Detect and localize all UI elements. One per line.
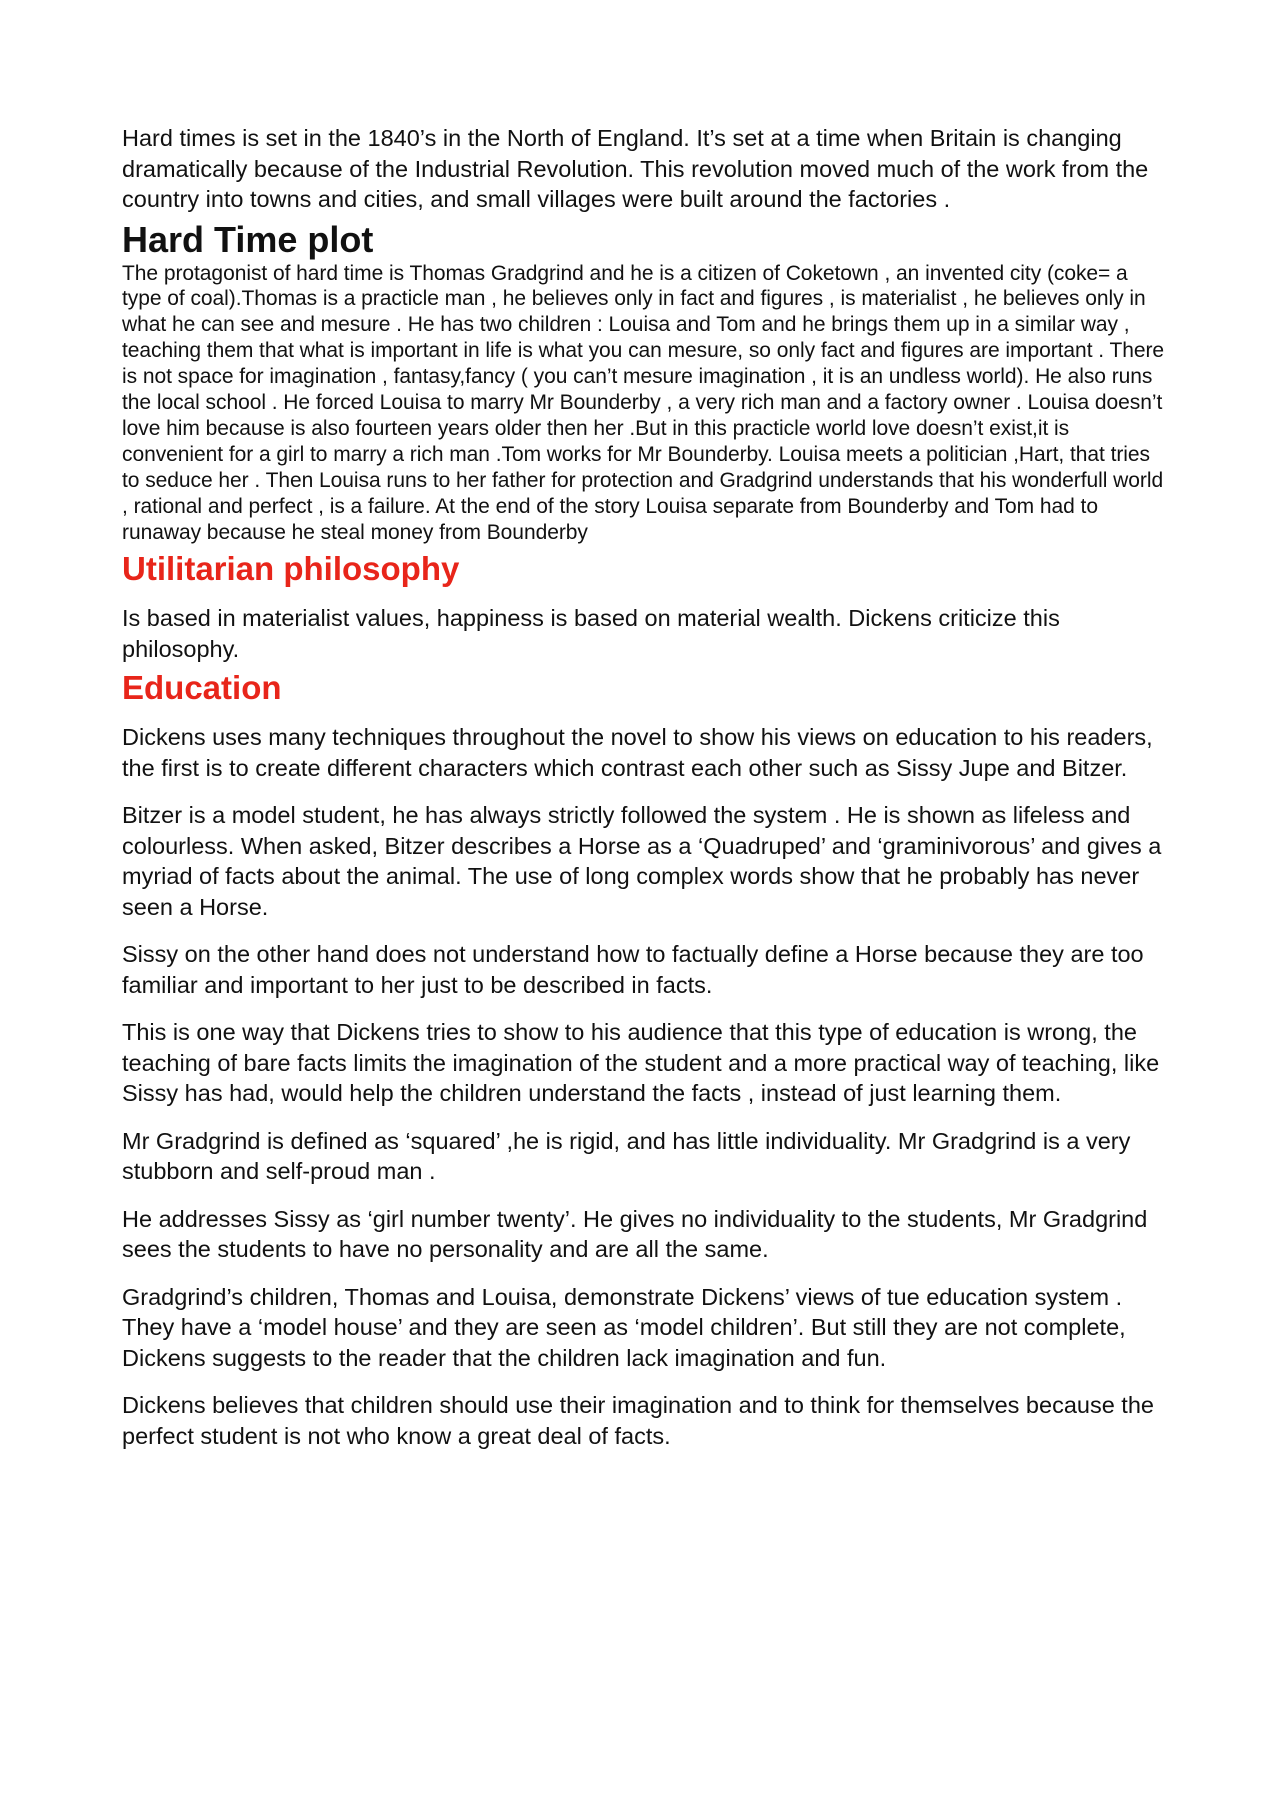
education-paragraph: Dickens uses many techniques throughout the novel to show his views on education to his readers, the first is to create different characters which contrast each other such as Sissy Jupe and Bitzer. bbox=[122, 724, 1153, 781]
education-paragraph: Dickens believes that children should use their imagination and to think for themselves because the perfect student is not who know a great deal of facts. bbox=[122, 1392, 1154, 1449]
education-paragraph: This is one way that Dickens tries to show to his audience that this type of education is wrong, the teaching of bare facts limits the imagination of the student and a more practical way of teaching, like Sissy has had, would help the children understand the facts , instead of just learning them. bbox=[122, 1019, 1160, 1107]
intro-paragraph: Hard times is set in the 1840’s in the North of England. It’s set at a time when Britain is changing dramatically because of the Industrial Revolution. This revolution moved much of the work from the country into towns and cities, and small villages were built around the factories . bbox=[122, 125, 1149, 212]
utilitarian-heading: Utilitarian philosophy bbox=[122, 550, 460, 588]
plot-heading: Hard Time plot bbox=[122, 218, 374, 260]
plot-paragraph: The protagonist of hard time is Thomas Gradgrind and he is a citizen of Coketown , an invented city (coke= a type of coal).Thomas is a practicle man , he believes only in fact and figures , is materialist , he believes only in what he can see and mesure . He has two children : Louisa and Tom and he brings them up in a similar way , teaching them that what is important in life is what you can mesure, so only fact and figures are important . There is not space for imagination , fantasy,fancy ( you can’t mesure imagination , it is an undless world). He also runs the local school . He forced Louisa to marry Mr Bounderby , a very rich man and a factory owner . Louisa doesn’t love him because is also fourteen years older then her .But in this practicle world love doesn’t exist,it is convenient for a girl to marry a rich man .Tom works for Mr Bounderby. Louisa meets a politician ,Hart, that tries to seduce her . Then Louisa runs to her father for protection and Gradgrind understands that his wonderfull world , rational and perfect , is a failure. At the end of the story Louisa separate from Bounderby and Tom had to runaway because he steal money from Bounderby bbox=[122, 261, 1165, 544]
utilitarian-paragraph: Is based in materialist values, happiness is based on material wealth. Dickens criticize this philosophy. bbox=[122, 605, 1060, 662]
education-heading: Education bbox=[122, 669, 282, 707]
education-paragraph: Bitzer is a model student, he has always strictly followed the system . He is shown as lifeless and colourless. When asked, Bitzer describes a Horse as a ‘Quadruped’ and ‘graminivorous’ and gives a myriad of facts about the animal. The use of long complex words show that he probably has never seen a Horse. bbox=[122, 802, 1162, 920]
education-paragraph: Mr Gradgrind is defined as ‘squared’ ,he is rigid, and has little individuality. Mr Gradgrind is a very stubborn and self-proud man . bbox=[122, 1127, 1131, 1185]
education-paragraph: Gradgrind’s children, Thomas and Louisa, demonstrate Dickens’ views of tue education system . They have a ‘model house’ and they are seen as ‘model children’. But still they are not complete, Dickens suggests to the reader that the children lack imagination and fun. bbox=[122, 1283, 1126, 1371]
education-paragraph: He addresses Sissy as ‘girl number twenty’. He gives no individuality to the students, Mr Gradgrind sees the students to have no personality and are all the same. bbox=[122, 1205, 1148, 1263]
education-paragraph: Sissy on the other hand does not understand how to factually define a Horse because they are too familiar and important to her just to be described in facts. bbox=[122, 941, 1144, 998]
